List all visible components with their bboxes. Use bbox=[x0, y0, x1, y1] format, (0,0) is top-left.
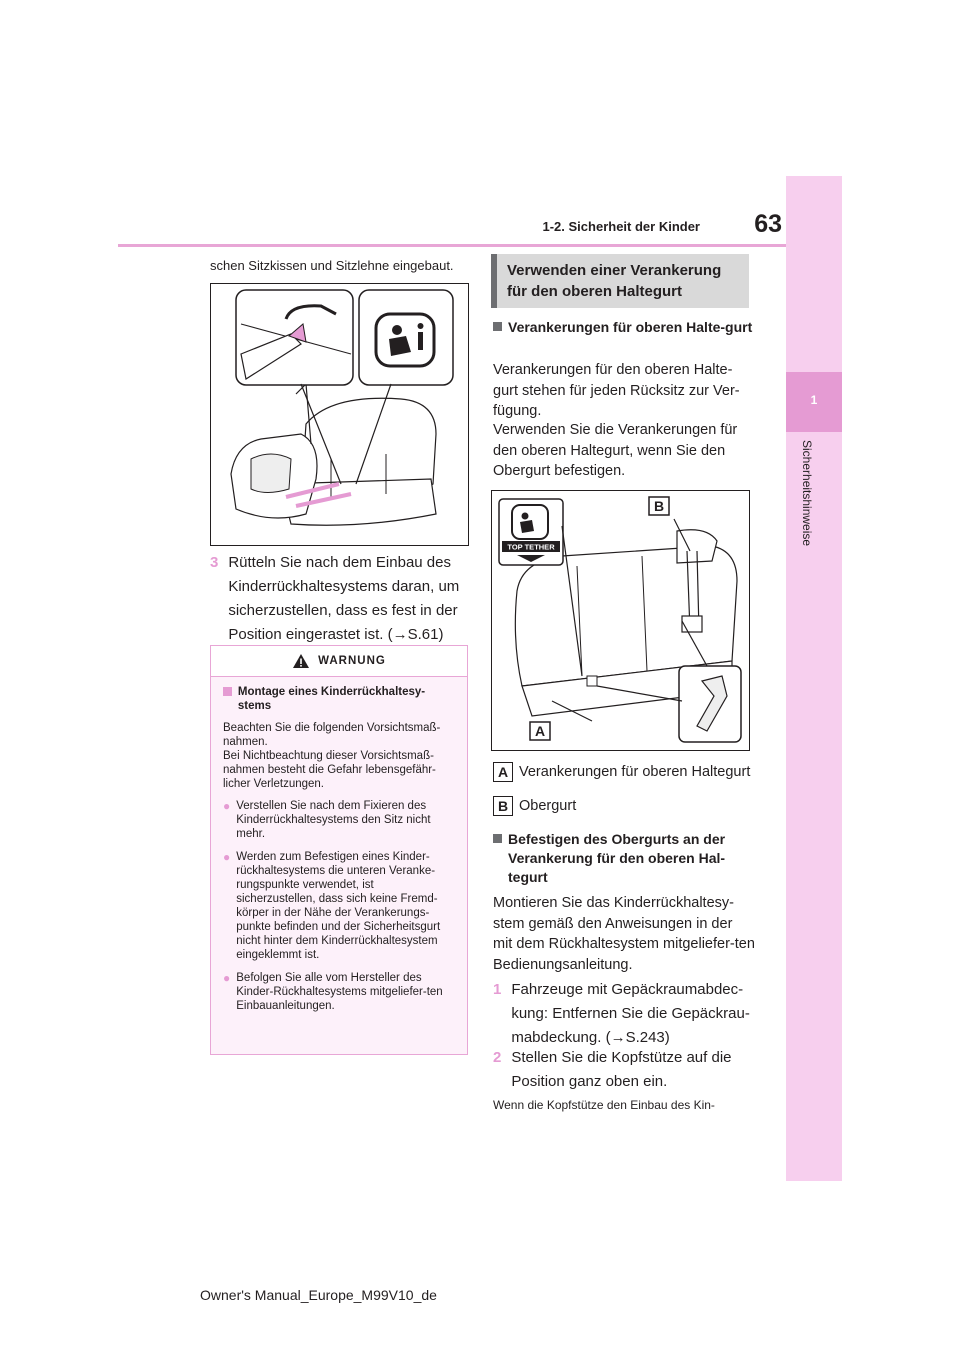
warning-bullet bbox=[223, 850, 455, 962]
side-tab bbox=[786, 176, 842, 1181]
paragraph-1: Verankerungen für den oberen Halte-gurt stehen für jeden Rücksitz zur Ver-fügung. bbox=[493, 362, 740, 419]
subheading-2 bbox=[493, 830, 753, 887]
top-tether-illustration bbox=[492, 491, 749, 750]
step-3-text: Rütteln Sie nach dem Einbau des Kinderrückhaltesystems daran, um sicherzustellen, dass es fest in der Position eingerastet ist. (→S.61) bbox=[228, 554, 460, 643]
isofix-figure bbox=[210, 283, 469, 546]
top-tether-figure bbox=[491, 490, 750, 751]
bullet-dot-icon: ● bbox=[223, 799, 231, 813]
legend-b-text: Obergurt bbox=[519, 798, 577, 814]
warning-bullet-text: Werden zum Befestigen eines Kinder-rückhaltesystems die unteren Veranke-rungspunkte verwendet, ist sicherzustellen, dass sich keine Fremd-körper in der Nähe der Verankerungs-punkte befinden und der Sicherheitsgurt nicht hinter dem Kinderrückhaltesystem eingeklemmt ist. bbox=[236, 851, 441, 961]
small-note: Wenn die Kopfstütze den Einbau des Kin- bbox=[493, 1098, 715, 1112]
step-2-text: Stellen Sie die Kopfstütze auf die Position ganz oben ein. bbox=[511, 1049, 732, 1090]
square-bullet-icon bbox=[493, 834, 502, 843]
paragraph-3: Montieren Sie das Kinderrückhaltesy-stem gemäß den Anweisungen in der mit dem Rückhaltesystem mitgeliefer-ten Bedienungsanleitung. bbox=[493, 895, 755, 973]
warning-subhead bbox=[223, 685, 455, 713]
header-rule bbox=[118, 244, 786, 247]
warning-bullet-text: Verstellen Sie nach dem Fixieren des Kinderrückhaltesystems den Sitz nicht mehr. bbox=[236, 800, 431, 840]
section-heading: Verwenden einer Verankerung für den oberen Haltegurt bbox=[491, 254, 749, 308]
warning-subhead-text: Montage eines Kinderrückhaltesy-stems bbox=[237, 686, 426, 712]
legend-a bbox=[493, 762, 758, 783]
subheading-1 bbox=[493, 318, 753, 337]
warning-body bbox=[211, 677, 467, 1030]
side-tab-number: 1 bbox=[810, 393, 818, 407]
side-tab-label: Sicherheitshinweise bbox=[800, 440, 814, 547]
section-header: 1-2. Sicherheit der Kinder bbox=[542, 219, 700, 234]
legend-a-text: Verankerungen für oberen Haltegurt bbox=[519, 764, 751, 780]
warning-bullet bbox=[223, 971, 455, 1013]
label-b: B bbox=[653, 498, 665, 514]
square-bullet-icon bbox=[223, 687, 232, 696]
isofix-illustration bbox=[211, 284, 468, 545]
subheading-2-text: Befestigen des Obergurts an der Verankerung für den oberen Hal-tegurt bbox=[508, 831, 726, 885]
warning-intro: Beachten Sie die folgenden Vorsichtsmaß-nahmen. bbox=[223, 722, 441, 748]
warning-intro-2: Bei Nichtbeachtung dieser Vorsichtsmaß-nahmen besteht die Gefahr lebensgefähr-licher Verletzungen. bbox=[223, 750, 436, 790]
footer: Owner's Manual_Europe_M99V10_de bbox=[200, 1287, 437, 1303]
legend-b-label: B bbox=[493, 796, 513, 816]
step-1 bbox=[493, 978, 755, 1050]
paragraph-2: Verwenden Sie die Verankerungen für den oberen Haltegurt, wenn Sie den Obergurt befestigen. bbox=[493, 422, 738, 479]
label-a: A bbox=[534, 723, 546, 739]
legend-b bbox=[493, 796, 758, 817]
warning-triangle-icon bbox=[292, 653, 310, 669]
intro-text: schen Sitzkissen und Sitzlehne eingebaut. bbox=[210, 258, 454, 273]
step-1-text: Fahrzeuge mit Gepäckraumabdec-kung: Entfernen Sie die Gepäckrau-mabdeckung. (→S.243) bbox=[511, 981, 750, 1046]
warning-header bbox=[211, 646, 467, 677]
top-tether-tag: TOP TETHER bbox=[507, 542, 555, 552]
step-2 bbox=[493, 1046, 755, 1094]
warning-bullet bbox=[223, 799, 455, 841]
warning-bullet-text: Befolgen Sie alle vom Hersteller des Kinder-Rückhaltesystems mitgeliefer-ten Einbauanleitungen. bbox=[236, 972, 443, 1012]
step-2-number: 2 bbox=[493, 1049, 502, 1066]
legend-a-label: A bbox=[493, 762, 513, 782]
subheading-1-text: Verankerungen für oberen Halte-gurt bbox=[508, 319, 753, 335]
page-number: 63 bbox=[754, 210, 782, 238]
bullet-dot-icon: ● bbox=[223, 971, 231, 985]
square-bullet-icon bbox=[493, 322, 502, 331]
warning-title: WARNUNG bbox=[318, 655, 386, 667]
step-3 bbox=[210, 551, 472, 647]
step-1-number: 1 bbox=[493, 981, 502, 998]
step-3-number: 3 bbox=[210, 554, 219, 571]
warning-box bbox=[210, 645, 468, 1055]
bullet-dot-icon: ● bbox=[223, 850, 231, 864]
